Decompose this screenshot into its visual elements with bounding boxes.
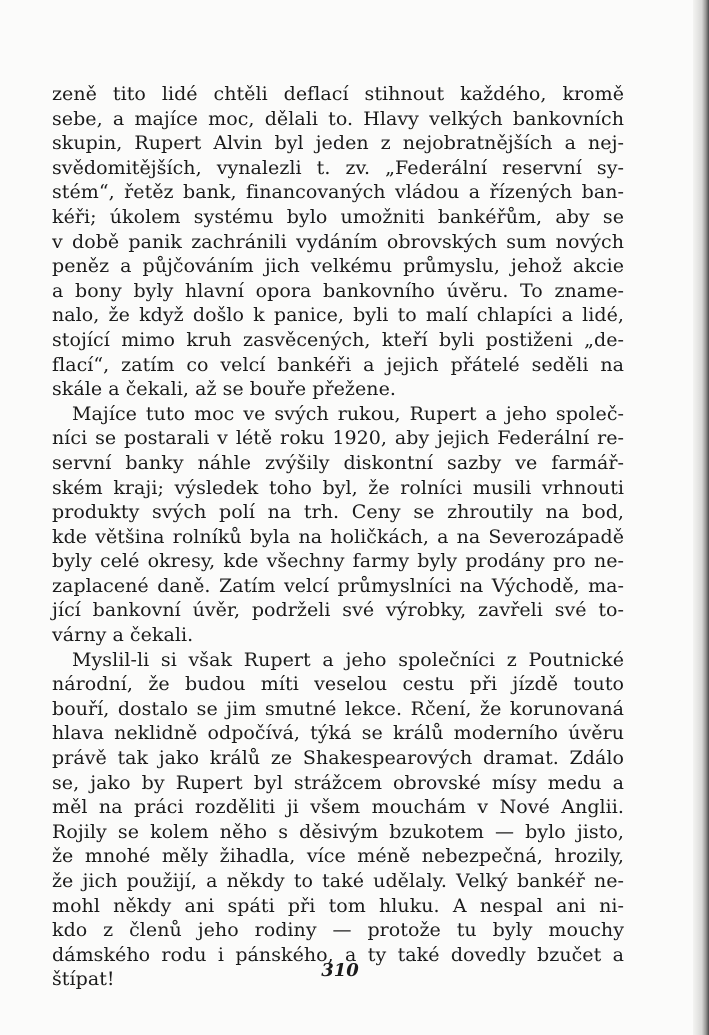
- page-number: 310: [321, 960, 359, 981]
- text-line: Myslil-li si však Rupert a jeho společníci z Poutnické: [72, 648, 624, 671]
- text-line: zaplacené daně. Zatím velcí průmyslníci na Východě, ma-: [52, 574, 624, 597]
- text-line: jící bankovní úvěr, podrželi své výrobky, zavřeli své to-: [52, 599, 624, 622]
- paragraph-1: [52, 82, 624, 402]
- text-line: ském kraji; výsledek toho byl, že rolníci musili vrhnouti: [52, 476, 624, 499]
- text-line: zeně tito lidé chtěli deflací stihnout každého, kromě: [52, 83, 624, 105]
- text-line: v době panik zachránili vydáním obrovských sum nových: [52, 230, 624, 253]
- text-line: a bony byly hlavní opora bankovního úvěru. To zname-: [52, 279, 624, 302]
- text-line: nalo, že když došlo k panice, byli to malí chlapíci a lidé,: [52, 304, 624, 327]
- page-binding-edge: [693, 0, 709, 1035]
- text-line: produkty svých polí na trh. Ceny se zhroutily na bod,: [52, 501, 624, 524]
- text-line: národní, že budou míti veselou cestu při jízdě touto: [52, 673, 624, 696]
- text-line: dámského rodu i pánského, a ty také dovedly bzučet a: [52, 943, 624, 966]
- text-line: flací“, zatím co velcí bankéři a jejich přátelé seděli na: [52, 353, 624, 376]
- text-line: že mnohé měly žihadla, více méně nebezpečná, hrozily,: [52, 845, 624, 868]
- text-line: že jich použijí, a někdy to také udělaly. Velký bankéř ne-: [52, 870, 624, 892]
- text-line: Majíce tuto moc ve svých rukou, Rupert a jeho společ-: [72, 402, 624, 425]
- text-line: sebe, a majíce moc, dělali to. Hlavy velkých bankovních: [52, 107, 624, 130]
- text-line: kde většina rolníků byla na holičkách, a na Severozápadě: [52, 525, 624, 548]
- text-line: skupin, Rupert Alvin byl jeden z nejobratnějších a nej-: [52, 132, 624, 155]
- text-line: stojící mimo kruh zasvěcených, kteří byli postiženi „de-: [52, 328, 624, 351]
- text-line: várny a čekali.: [52, 624, 194, 647]
- text-line: svědomitějších, vynalezli t. zv. „Federální reservní sy-: [52, 156, 624, 179]
- text-line: servní banky náhle zvýšily diskontní sazby ve farmář-: [52, 451, 624, 474]
- text-line: měl na práci rozděliti ji všem mouchám v Nové Anglii.: [52, 796, 624, 819]
- text-line: skále a čekali, až se bouře přežene.: [52, 378, 396, 401]
- text-line: štípat!: [52, 968, 115, 991]
- text-line: mohl někdy ani spáti při tom hluku. A nespal ani ni-: [52, 894, 624, 917]
- text-line: bouří, dostalo se jim smutné lekce. Rčení, že korunovaná: [52, 697, 624, 720]
- text-line: právě tak jako králů ze Shakespearových dramat. Zdálo: [52, 747, 624, 770]
- text-line: se, jako by Rupert byl strážcem obrovské mísy medu a: [52, 771, 624, 794]
- text-line: hlava neklidně odpočívá, týká se králů moderního úvěru: [52, 722, 624, 745]
- text-line: byly celé okresy, kde všechny farmy byly prodány pro ne-: [52, 550, 624, 573]
- text-line: kdo z členů jeho rodiny — protože tu byly mouchy: [52, 919, 624, 942]
- text-line: Rojily se kolem něho s děsivým bzukotem — bylo jisto,: [52, 820, 624, 843]
- paragraph-2: [52, 402, 624, 648]
- text-line: níci se postarali v létě roku 1920, aby jejich Federální re-: [52, 427, 624, 450]
- paragraph-3: [52, 648, 624, 992]
- body-text: [52, 82, 624, 992]
- text-line: stém“, řetěz bank, financovaných vládou a řízených ban-: [52, 181, 624, 204]
- text-line: peněz a půjčováním jich velkému průmyslu, jehož akcie: [52, 255, 624, 278]
- text-line: kéři; úkolem systému bylo umožniti bankéřům, aby se: [52, 205, 624, 228]
